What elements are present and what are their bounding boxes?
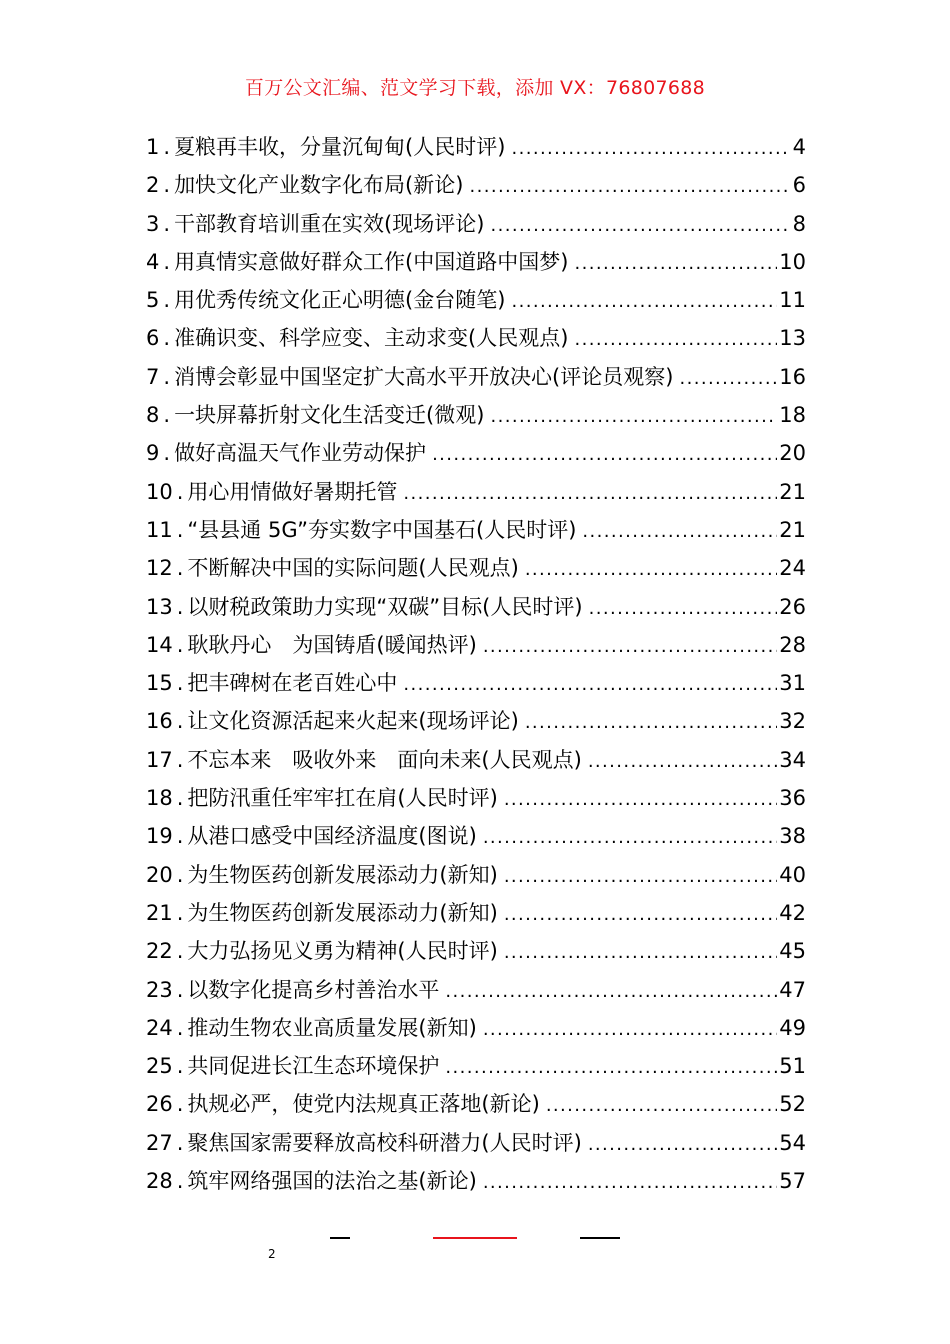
toc-entry-page: 4	[792, 135, 806, 159]
toc-entry-title: 把丰碑树在老百姓心中	[187, 671, 398, 696]
toc-entry-title: 为生物医药创新发展添动力(新知)	[187, 862, 498, 887]
toc-dot-leader	[511, 291, 777, 312]
toc-entry-page: 42	[779, 900, 806, 925]
footer-divider	[330, 1237, 350, 1239]
toc-entry[interactable]	[146, 897, 806, 935]
toc-entry-number: 13	[146, 594, 173, 619]
toc-entry-separator: .	[163, 135, 171, 159]
toc-entry[interactable]	[146, 820, 806, 858]
toc-entry-separator: .	[176, 1092, 184, 1117]
toc-entry[interactable]	[146, 1012, 806, 1050]
toc-entry-number: 7	[146, 364, 160, 389]
toc-dot-leader	[490, 406, 777, 427]
toc-entry-separator: .	[176, 517, 184, 542]
toc-entry-page: 20	[779, 441, 806, 466]
toc-entry-number: 24	[146, 1015, 173, 1040]
toc-dot-leader	[504, 904, 777, 925]
toc-dot-leader	[445, 981, 777, 1002]
toc-entry-title: 把防汛重任牢牢扛在肩(人民时评)	[187, 786, 498, 811]
toc-entry-number: 5	[146, 288, 160, 313]
toc-entry-title: 不忘本来 吸收外来 面向未来(人民观点)	[187, 747, 582, 772]
toc-dot-leader	[504, 789, 777, 810]
toc-dot-leader	[432, 444, 777, 465]
footer-divider	[580, 1237, 620, 1239]
toc-entry-page: 18	[779, 403, 806, 428]
toc-entry-number: 15	[146, 671, 173, 696]
toc-dot-leader	[588, 751, 777, 772]
toc-entry-page: 21	[779, 479, 806, 504]
toc-dot-leader	[483, 1172, 777, 1193]
toc-entry-page: 47	[779, 977, 806, 1002]
toc-entry-number: 19	[146, 824, 173, 849]
toc-entry-number: 25	[146, 1054, 173, 1079]
toc-entry[interactable]	[146, 1165, 806, 1203]
toc-entry-separator: .	[163, 364, 171, 389]
toc-dot-leader	[403, 674, 777, 695]
toc-dot-leader	[679, 368, 777, 389]
toc-entry[interactable]	[146, 169, 806, 207]
toc-entry-title: 让文化资源活起来火起来(现场评论)	[187, 709, 519, 734]
toc-dot-leader	[490, 215, 790, 236]
toc-entry-page: 28	[779, 632, 806, 657]
toc-entry-page: 34	[779, 747, 806, 772]
toc-entry[interactable]	[146, 437, 806, 475]
toc-entry-title: 聚焦国家需要释放高校科研潜力(人民时评)	[187, 1130, 582, 1155]
toc-entry-title: 用心用情做好暑期托管	[187, 479, 398, 504]
toc-entry-title: 以数字化提高乡村善治水平	[187, 977, 440, 1002]
toc-entry-title: 共同促进长江生态环境保护	[187, 1054, 440, 1079]
toc-entry-number: 26	[146, 1092, 173, 1117]
toc-entry-title: 加快文化产业数字化布局(新论)	[174, 173, 464, 198]
toc-entry-separator: .	[176, 1169, 184, 1194]
toc-entry-title: 用优秀传统文化正心明德(金台随笔)	[174, 288, 506, 313]
toc-entry-separator: .	[163, 249, 171, 274]
toc-entry-title: 消博会彰显中国坚定扩大高水平开放决心(评论员观察)	[174, 364, 674, 389]
toc-entry-title: 准确识变、科学应变、主动求变(人民观点)	[174, 326, 569, 351]
toc-entry[interactable]	[146, 284, 806, 322]
toc-entry[interactable]	[146, 974, 806, 1012]
toc-entry-title: 以财税政策助力实现“双碳”目标(人民时评)	[187, 594, 583, 619]
toc-entry-separator: .	[163, 326, 171, 351]
toc-entry-title: 推动生物农业高质量发展(新知)	[187, 1015, 477, 1040]
toc-entry-title: 为生物医药创新发展添动力(新知)	[187, 900, 498, 925]
toc-entry-page: 45	[779, 939, 806, 964]
toc-entry-page: 57	[779, 1169, 806, 1194]
toc-entry-page: 6	[792, 173, 806, 198]
toc-dot-leader	[588, 1134, 777, 1155]
toc-entry-number: 18	[146, 786, 173, 811]
toc-entry[interactable]	[146, 322, 806, 360]
toc-entry-title: 大力弘扬见义勇为精神(人民时评)	[187, 939, 498, 964]
toc-entry-title: 执规必严，使党内法规真正落地(新论)	[187, 1092, 540, 1117]
toc-entry-separator: .	[176, 1130, 184, 1155]
toc-entry-separator: .	[176, 556, 184, 581]
toc-entry[interactable]	[146, 782, 806, 820]
toc-entry-title: 筑牢网络强国的法治之基(新论)	[187, 1169, 477, 1194]
toc-dot-leader	[403, 483, 777, 504]
toc-entry-page: 52	[779, 1092, 806, 1117]
header-banner: 百万公文汇编、范文学习下载，添加 VX：76807688	[244, 77, 706, 99]
toc-dot-leader	[582, 521, 777, 542]
toc-entry-separator: .	[176, 977, 184, 1002]
table-of-contents	[146, 131, 806, 1203]
toc-entry[interactable]	[146, 1127, 806, 1165]
toc-entry-separator: .	[176, 939, 184, 964]
toc-dot-leader	[504, 942, 777, 963]
toc-entry-page: 13	[779, 326, 806, 351]
toc-entry-number: 14	[146, 632, 173, 657]
toc-entry[interactable]	[146, 935, 806, 973]
toc-dot-leader	[483, 636, 777, 657]
toc-dot-leader	[525, 559, 777, 580]
toc-entry-number: 3	[146, 211, 160, 236]
toc-entry-title: “县县通 5G”夯实数字中国基石(人民时评)	[187, 517, 577, 542]
toc-entry[interactable]	[146, 629, 806, 667]
toc-entry[interactable]	[146, 591, 806, 629]
toc-entry-page: 10	[779, 249, 806, 274]
toc-entry-separator: .	[176, 824, 184, 849]
toc-entry[interactable]	[146, 476, 806, 514]
toc-entry-separator: .	[163, 403, 171, 428]
toc-entry-separator: .	[163, 211, 171, 236]
toc-entry-number: 16	[146, 709, 173, 734]
toc-entry-title: 一块屏幕折射文化生活变迁(微观)	[174, 403, 485, 428]
toc-entry-page: 16	[779, 364, 806, 389]
toc-entry[interactable]	[146, 1050, 806, 1088]
toc-entry-number: 2	[146, 173, 160, 198]
toc-dot-leader	[546, 1095, 777, 1116]
toc-entry-title: 做好高温天气作业劳动保护	[174, 441, 427, 466]
toc-entry-number: 23	[146, 977, 173, 1002]
toc-entry-separator: .	[176, 594, 184, 619]
toc-entry-title: 从港口感受中国经济温度(图说)	[187, 824, 477, 849]
toc-dot-leader	[511, 138, 790, 159]
toc-entry-page: 26	[779, 594, 806, 619]
toc-entry-title: 夏粮再丰收，分量沉甸甸(人民时评)	[174, 135, 506, 159]
toc-entry-page: 49	[779, 1015, 806, 1040]
toc-entry-number: 28	[146, 1169, 173, 1194]
toc-dot-leader	[445, 1057, 777, 1078]
toc-entry-separator: .	[163, 441, 171, 466]
toc-entry-number: 12	[146, 556, 173, 581]
toc-dot-leader	[589, 598, 778, 619]
toc-entry-page: 31	[779, 671, 806, 696]
toc-entry-separator: .	[176, 786, 184, 811]
toc-entry-page: 36	[779, 786, 806, 811]
toc-entry-number: 21	[146, 900, 173, 925]
toc-entry-number: 6	[146, 326, 160, 351]
toc-entry[interactable]	[146, 744, 806, 782]
toc-entry[interactable]	[146, 859, 806, 897]
toc-entry-page: 40	[779, 862, 806, 887]
toc-entry-number: 11	[146, 517, 173, 542]
page-number: 2	[268, 1247, 276, 1261]
toc-entry[interactable]	[146, 361, 806, 399]
toc-entry-title: 不断解决中国的实际问题(人民观点)	[187, 556, 519, 581]
toc-dot-leader	[469, 176, 790, 197]
toc-entry[interactable]	[146, 1088, 806, 1126]
toc-entry-number: 8	[146, 403, 160, 428]
toc-entry-page: 54	[779, 1130, 806, 1155]
toc-entry-page: 11	[779, 288, 806, 313]
toc-entry-separator: .	[176, 900, 184, 925]
toc-dot-leader	[483, 1019, 777, 1040]
toc-entry[interactable]	[146, 131, 806, 169]
toc-entry-separator: .	[176, 632, 184, 657]
toc-entry-number: 1	[146, 135, 160, 159]
toc-entry-title: 用真情实意做好群众工作(中国道路中国梦)	[174, 249, 569, 274]
toc-entry-number: 20	[146, 862, 173, 887]
toc-entry-separator: .	[163, 288, 171, 313]
toc-dot-leader	[574, 329, 777, 350]
toc-entry-page: 24	[779, 556, 806, 581]
toc-entry-number: 4	[146, 249, 160, 274]
toc-entry-page: 32	[779, 709, 806, 734]
toc-entry-separator: .	[176, 671, 184, 696]
toc-entry-separator: .	[176, 709, 184, 734]
toc-entry[interactable]	[146, 399, 806, 437]
toc-entry[interactable]	[146, 208, 806, 246]
toc-entry-separator: .	[163, 173, 171, 198]
toc-entry[interactable]	[146, 552, 806, 590]
footer-divider-accent	[433, 1237, 517, 1239]
toc-dot-leader	[574, 253, 777, 274]
toc-dot-leader	[504, 866, 777, 887]
toc-entry-separator: .	[176, 479, 184, 504]
toc-entry-page: 51	[779, 1054, 806, 1079]
toc-entry-page: 21	[779, 517, 806, 542]
toc-entry-number: 27	[146, 1130, 173, 1155]
toc-dot-leader	[525, 712, 777, 733]
toc-entry-page: 8	[792, 211, 806, 236]
toc-entry-separator: .	[176, 747, 184, 772]
toc-entry-separator: .	[176, 1054, 184, 1079]
toc-entry-title: 耿耿丹心 为国铸盾(暖闻热评)	[187, 632, 477, 657]
toc-entry-page: 38	[779, 824, 806, 849]
toc-entry-separator: .	[176, 1015, 184, 1040]
toc-entry-number: 17	[146, 747, 173, 772]
toc-entry-separator: .	[176, 862, 184, 887]
toc-entry[interactable]	[146, 514, 806, 552]
toc-entry-number: 22	[146, 939, 173, 964]
toc-entry-number: 9	[146, 441, 160, 466]
toc-entry-title: 干部教育培训重在实效(现场评论)	[174, 211, 485, 236]
toc-entry-number: 10	[146, 479, 173, 504]
toc-entry[interactable]	[146, 667, 806, 705]
toc-entry[interactable]	[146, 705, 806, 743]
toc-entry[interactable]	[146, 246, 806, 284]
toc-dot-leader	[483, 827, 777, 848]
